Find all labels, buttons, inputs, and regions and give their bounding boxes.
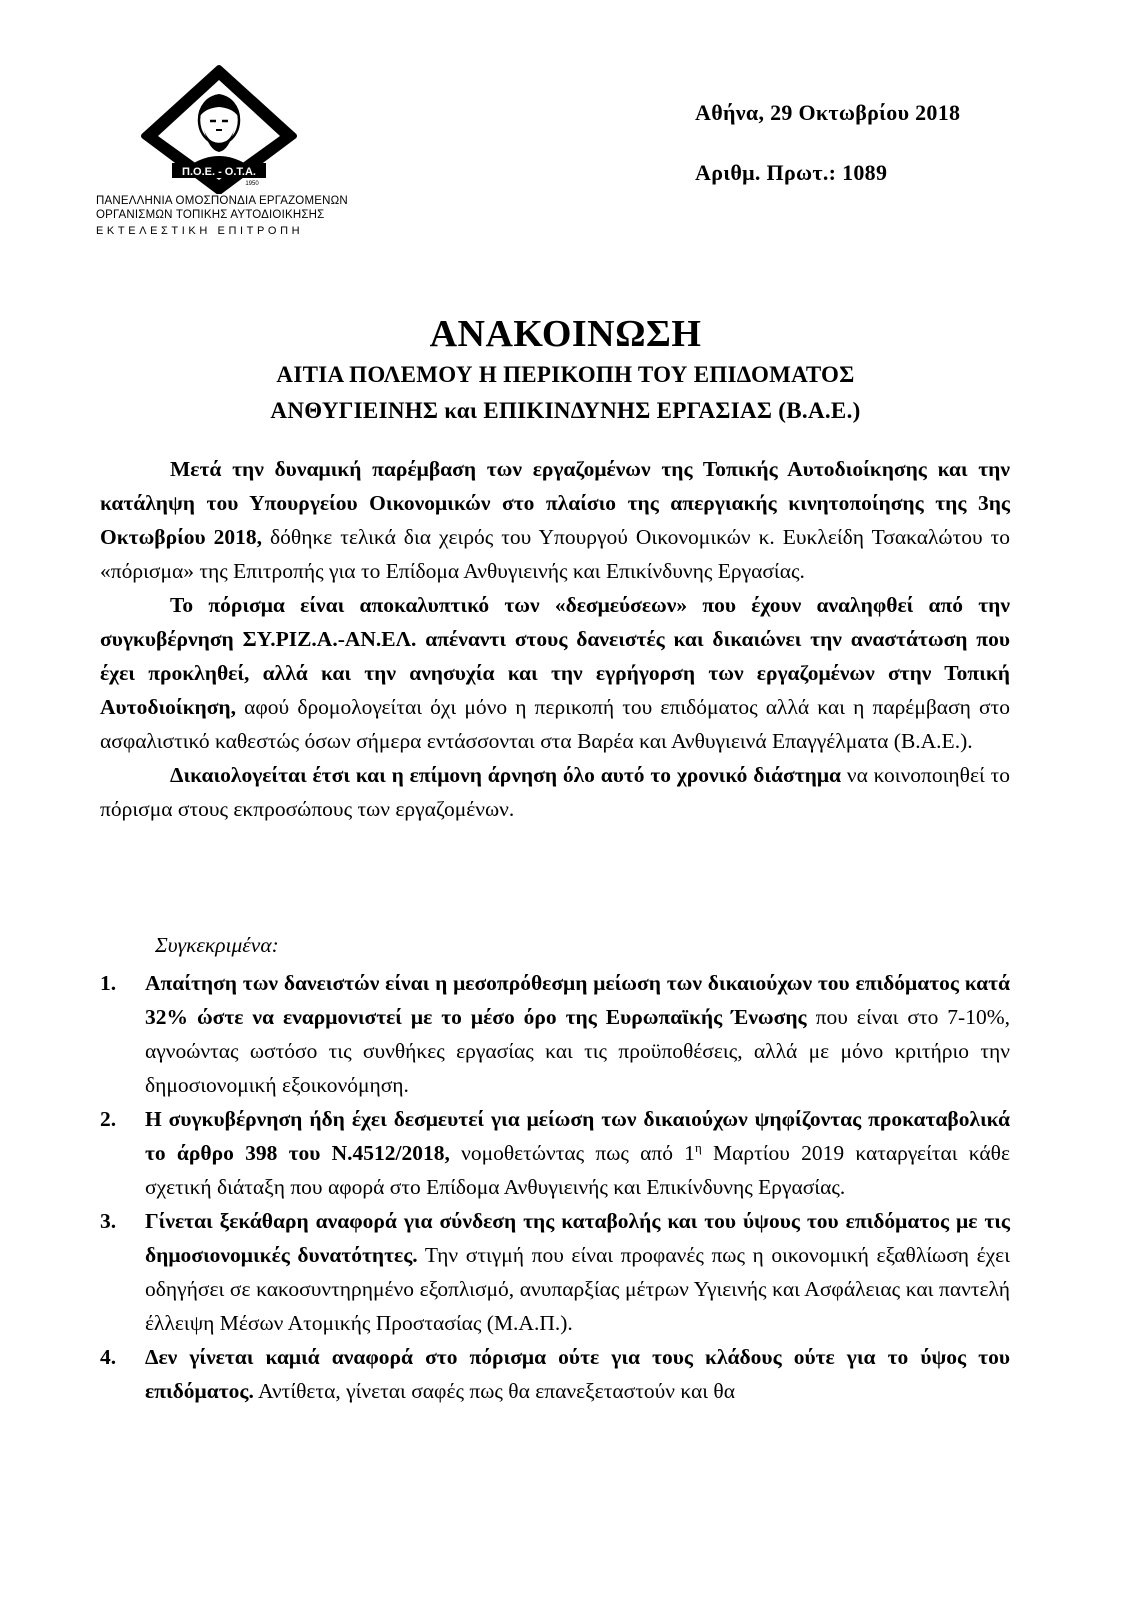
list-item-text: νομοθετώντας πως από 1 [449,1141,695,1165]
poe-ota-logo [134,64,304,194]
protocol-number: Αριθμ. Πρωτ.: 1089 [695,160,888,185]
list-item-bold: Γίνεται ξεκάθαρη αναφορά για σύνδεση της καταβολής και του ύψους του επιδόματος με τις δημοσιονομικές δυνατότητες. [145,1209,1010,1267]
header-logo-block [96,64,346,238]
paragraph-1-rest: δόθηκε τελικά δια χειρός του Υπουργού Οικονομικών κ. Ευκλείδη Τσακαλώτου το «πόρισμα» της Επιτροπής για το Επίδομα Ανθυγιεινής και Επικίνδυνης Εργασίας. [100,525,1010,583]
points-list [100,966,1010,1408]
body-text [100,452,1010,826]
list-item-text: Αντίθετα, γίνεται σαφές πως θα επανεξεταστούν και θα [253,1379,735,1403]
list-item-number: 3. [100,1209,117,1233]
list-item-bold: Δεν γίνεται καμιά αναφορά στο πόρισμα ούτε για τους κλάδους ούτε για το ύψος του επιδόματος. [145,1345,1010,1403]
list-item-bold: Απαίτηση των δανειστών είναι η μεσοπρόθεσμη μείωση των δικαιούχων του επιδόματος κατά 32% ώστε να εναρμονιστεί με το μέσο όρο της Ευρωπαϊκής Ένωσης [145,971,1010,1029]
paragraph-1-bold: Μετά την δυναμική παρέμβαση των εργαζομένων της Τοπικής Αυτοδιοίκησης και την κατάληψη του Υπουργείου Οικονομικών στο πλαίσιο της απεργιακής κινητοποίησης της 3ης Οκτωβρίου 2018, [100,457,1010,549]
list-item-number: 4. [100,1345,117,1369]
list-item [100,1340,1010,1408]
paragraph-3-rest: να κοινοποιηθεί το πόρισμα στους εκπροσώπους των εργαζομένων. [100,763,1010,821]
list-item [100,1102,1010,1204]
list-item-text: Την στιγμή που είναι προφανές πως η οικονομική εξαθλίωση έχει οδηγήσει σε κακοσυντηρημένο εξοπλισμό, ανυπαρξίας μέτρων Υγιεινής και Ασφάλειας και παντελή έλλειψη Μέσων Ατομικής Προστασίας (Μ.Α.Π.). [145,1243,1010,1335]
logo-year: 1950 [245,181,259,187]
list-item-text-cont: Μαρτίου 2019 καταργείται κάθε σχετική διάταξη που αφορά στο Επίδομα Ανθυγιεινής και Επικίνδυνης Εργασίας. [145,1141,1010,1199]
paragraph-2 [100,588,1010,758]
paragraph-2-rest: αφού δρομολογείται όχι μόνο η περικοπή του επιδόματος αλλά και η παρέμβαση στο ασφαλιστικό καθεστώς όσων σήμερα εντάσσονται στα Βαρέα και Ανθυγιεινά Επαγγέλματα (Β.Α.Ε.). [100,695,1010,753]
list-item [100,966,1010,1102]
logo-name: Π.Ο.Ε. - Ο.Τ.Α. [182,166,256,178]
org-committee: ΕΚΤΕΛΕΣΤΙΚΗ ΕΠΙΤΡΟΠΗ [96,225,304,237]
subtitle-line1: ΑΙΤΙΑ ΠΟΛΕΜΟΥ Η ΠΕΡΙΚΟΠΗ ΤΟΥ ΕΠΙΔΟΜΑΤΟΣ [276,362,855,387]
document-date: Αθήνα, 29 Οκτωβρίου 2018 [695,100,961,125]
paragraph-2-bold: Το πόρισμα είναι αποκαλυπτικό των «δεσμεύσεων» που έχουν αναληφθεί από την συγκυβέρνηση ΣΥ.ΡΙΖ.Α.-ΑΝ.ΕΛ. απέναντι στους δανειστές και δικαιώνει την αναστάτωση που έχει προκληθεί, αλλά και την ανησυχία και την εγρήγορση των εργαζομένων στην Τοπική Αυτοδιοίκηση, [100,593,1010,719]
list-item-number: 2. [100,1107,117,1131]
org-name-line1: ΠΑΝΕΛΛΗΝΙΑ ΟΜΟΣΠΟΝΔΙΑ ΕΡΓΑΖΟΜΕΝΩΝ [96,195,348,207]
list-item [100,1204,1010,1340]
list-item-number: 1. [100,971,117,995]
list-item-bold: Η συγκυβέρνηση ήδη έχει δεσμευτεί για μείωση των δικαιούχων ψηφίζοντας προκαταβολικά το άρθρο 398 του Ν.4512/2018, [145,1107,1010,1165]
subtitle-line2: ΑΝΘΥΓΙΕΙΝΗΣ και ΕΠΙΚΙΝΔΥΝΗΣ ΕΡΓΑΣΙΑΣ (Β.Α.Ε.) [270,398,861,423]
paragraph-3 [100,758,1010,826]
announcement-title: ΑΝΑΚΟΙΝΩΣΗ [429,313,702,355]
org-name-line2: ΟΡΓΑΝΙΣΜΩΝ ΤΟΠΙΚΗΣ ΑΥΤΟΔΙΟΙΚΗΣΗΣ [96,209,325,221]
list-item-text: που είναι στο 7-10%, αγνοώντας ωστόσο τις συνθήκες εργασίας και τις προϋποθέσεις, αλλά με μόνο κριτήριο την δημοσιονομική εξοικονόμηση. [145,1005,1010,1097]
paragraph-3-bold: Δικαιολογείται έτσι και η επίμονη άρνηση όλο αυτό το χρονικό διάστημα [170,763,842,787]
paragraph-1 [100,452,1010,588]
specifically-heading: Συγκεκριμένα: [155,933,279,957]
ordinal-superscript: η [694,1139,702,1155]
